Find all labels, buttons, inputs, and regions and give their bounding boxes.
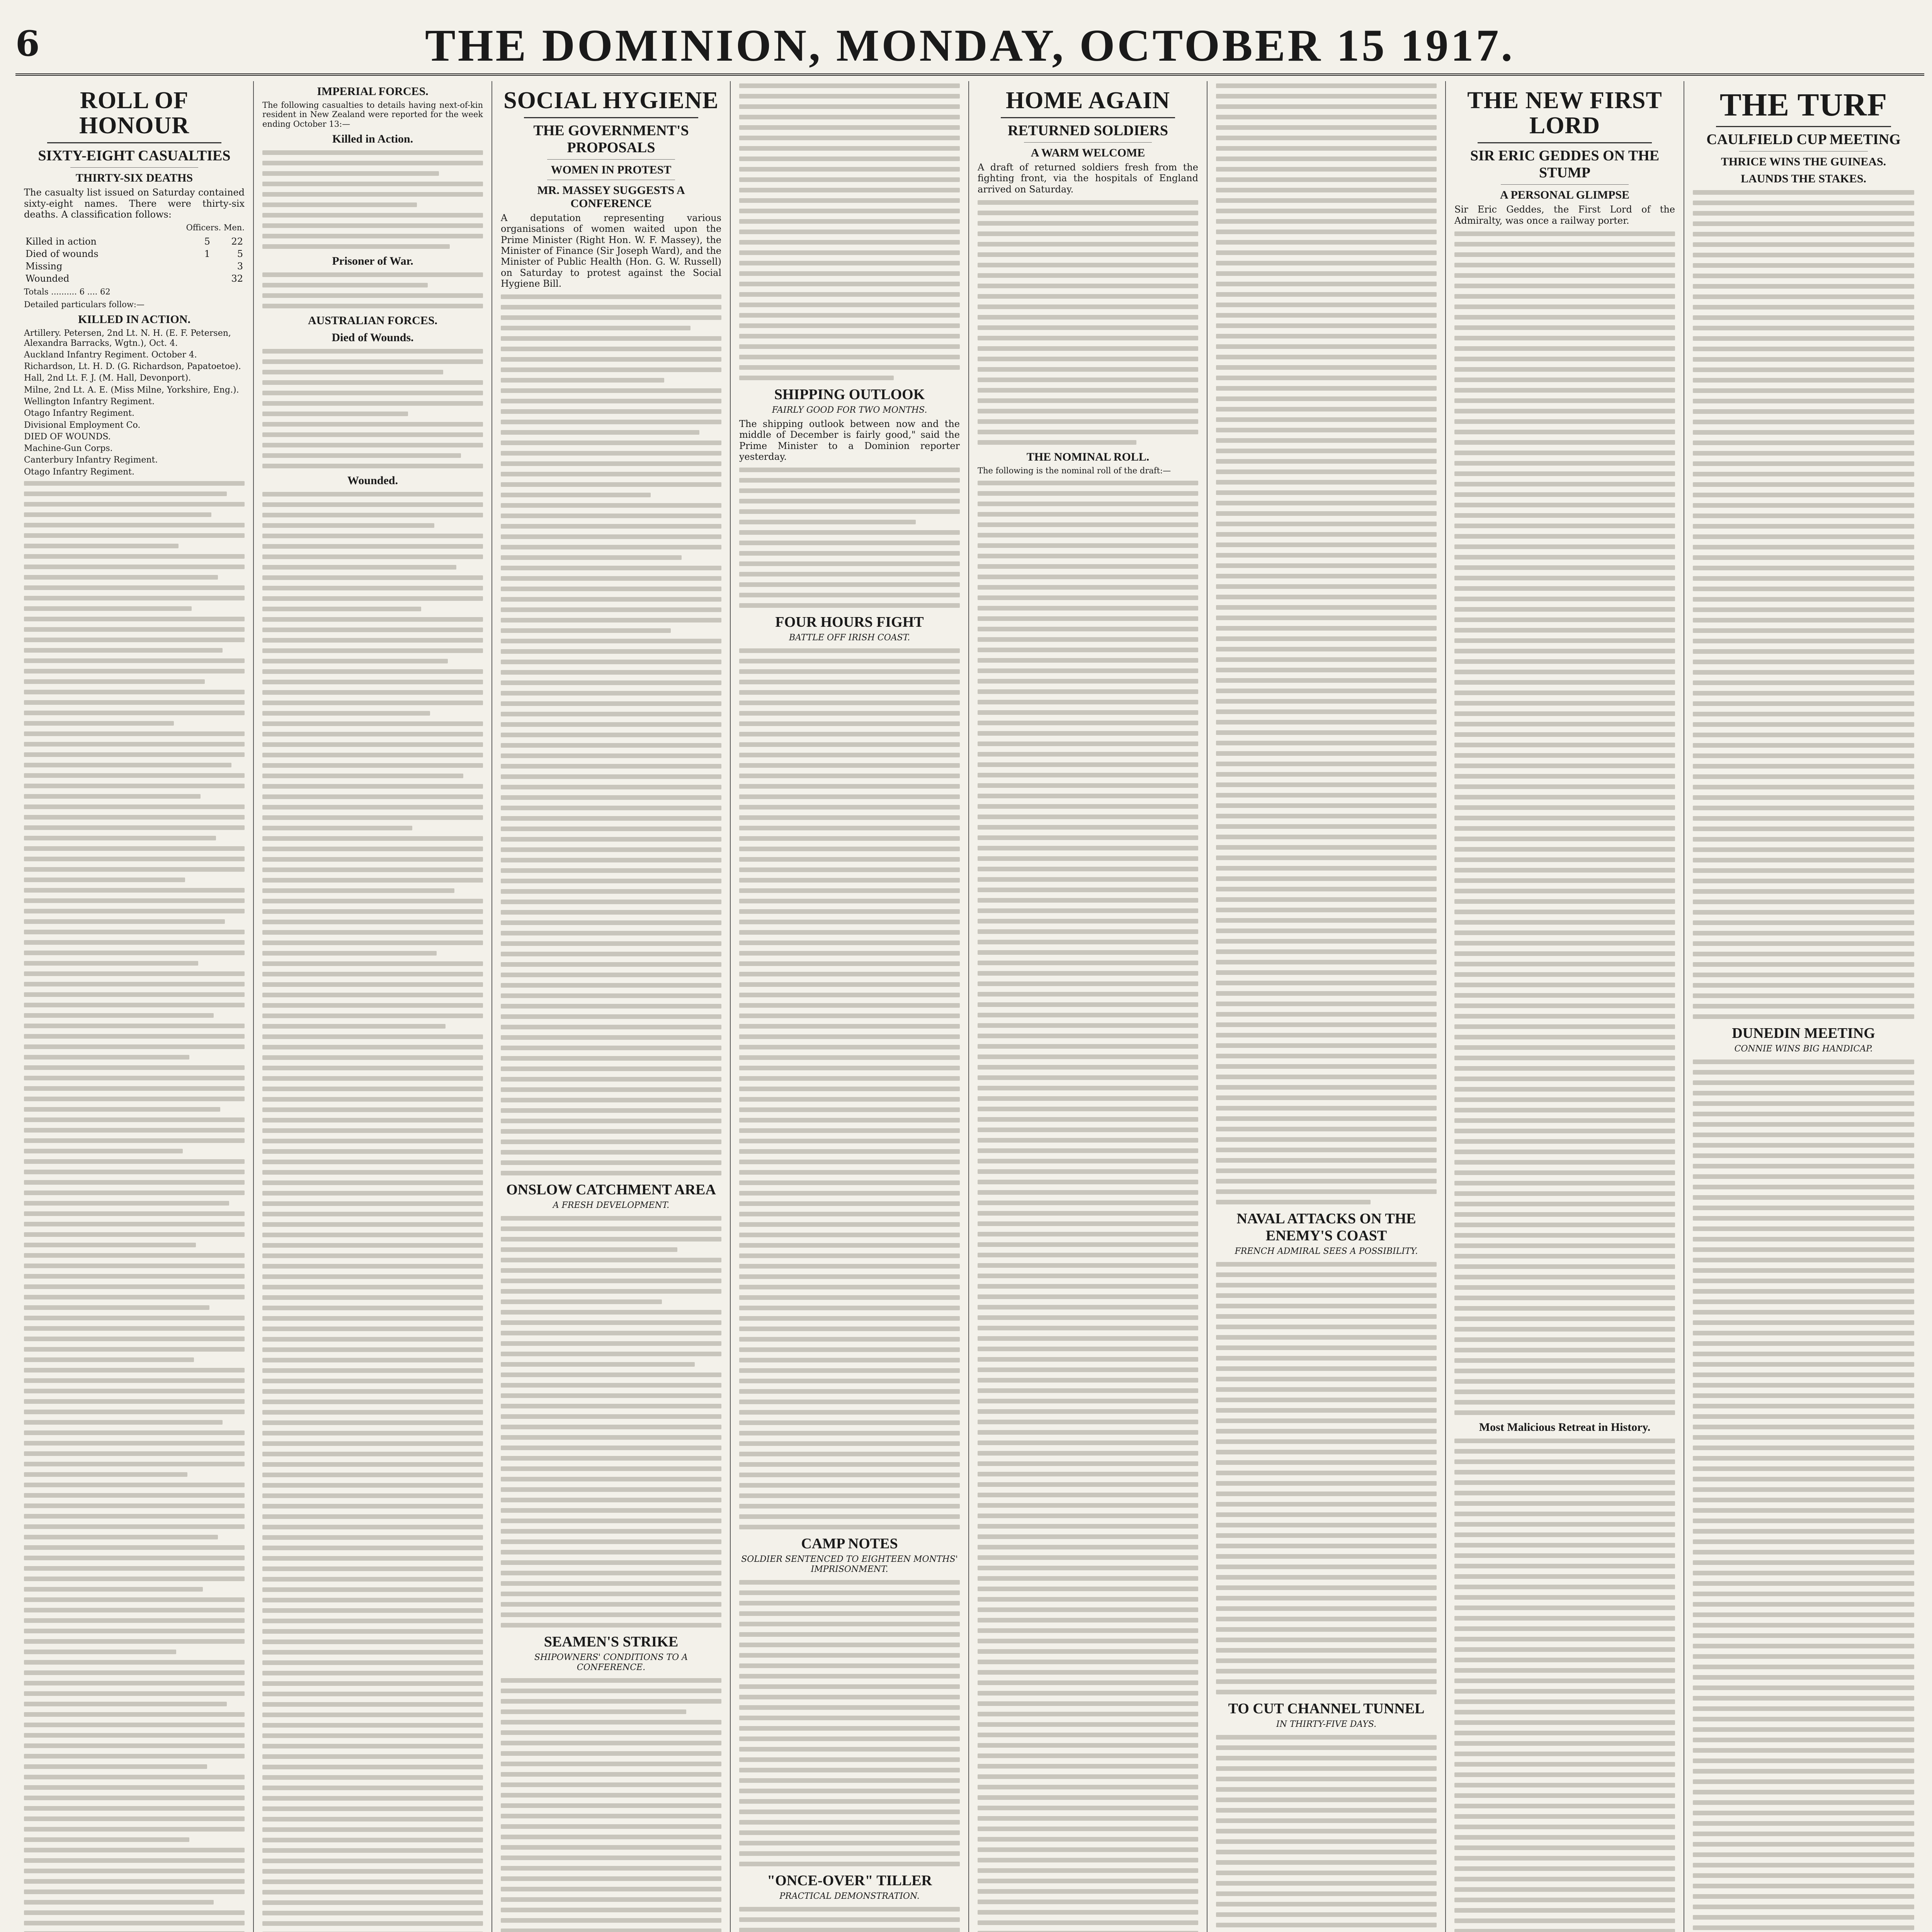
subhead-returned: RETURNED SOLDIERS	[1008, 122, 1168, 139]
list-item: Wellington Infantry Regiment.	[24, 396, 155, 406]
section-killed: KILLED IN ACTION.	[78, 313, 190, 326]
subhead-battle: BATTLE OFF IRISH COAST.	[789, 633, 910, 643]
masthead	[15, 15, 1924, 76]
list-item: Otago Infantry Regiment.	[24, 408, 134, 418]
newspaper-title: THE DOMINION, MONDAY, OCTOBER 15 1917.	[425, 20, 1515, 71]
body-text-placeholder	[1216, 81, 1437, 1204]
table-row: Died of wounds 1 5	[26, 248, 243, 260]
table-header: Officers. Men.	[186, 223, 245, 233]
subhead-naval: FRENCH ADMIRAL SEES A POSSIBILITY.	[1235, 1247, 1418, 1256]
subhead-deaths: THIRTY-SIX DEATHS	[75, 172, 193, 185]
section-wounded: Wounded.	[347, 474, 398, 487]
roll-intro: The following is the nominal roll of the draft:—	[978, 466, 1171, 476]
article-lede: A draft of returned soldiers fresh from the fighting front, via the hospitals of England arrived on Saturday.	[978, 162, 1198, 195]
body-text-placeholder	[24, 479, 245, 1932]
list-item: Auckland Infantry Regiment. October 4.	[24, 350, 197, 360]
column-roll-of-honour	[15, 81, 254, 1932]
column-shipping	[731, 81, 969, 1932]
list-item: Otago Infantry Regiment.	[24, 467, 134, 477]
imperial-intro: The following casualties to details having next-of-kin resident in New Zealand were reported for the week ending October 13:—	[262, 100, 483, 129]
subhead-caulfield: CAULFIELD CUP MEETING	[1706, 131, 1901, 148]
section-nominal-roll: THE NOMINAL ROLL.	[1026, 451, 1150, 464]
list-item: Milne, 2nd Lt. A. E. (Miss Milne, Yorkshire, Eng.).	[24, 385, 239, 395]
headline-roll-of-honour: ROLL OF HONOUR	[79, 87, 189, 139]
list-item: Artillery. Petersen, 2nd Lt. N. H. (E. F. Petersen, Alexandra Barracks, Wgtn.), Oct. 4.	[24, 328, 231, 348]
totals-line: Totals .......... 6 .... 62	[24, 287, 111, 297]
body-text-placeholder	[501, 292, 721, 1175]
column-turf	[1684, 81, 1923, 1932]
page-number: 6	[15, 23, 40, 64]
headline-naval: NAVAL ATTACKS ON THE ENEMY'S COAST	[1236, 1211, 1416, 1244]
column-naval	[1208, 81, 1446, 1932]
headline-home-again: HOME AGAIN	[1005, 87, 1170, 114]
body-text-placeholder	[739, 81, 960, 380]
headline-social-hygiene: SOCIAL HYGIENE	[503, 87, 719, 114]
casualty-table	[24, 235, 245, 285]
column-home-again	[969, 81, 1208, 1932]
subhead-tunnel: IN THIRTY-FIVE DAYS.	[1276, 1719, 1377, 1729]
subhead-welcome: A WARM WELCOME	[1031, 146, 1145, 160]
section-prisoner: Prisoner of War.	[332, 255, 413, 268]
subhead-shipping: FAIRLY GOOD FOR TWO MONTHS.	[772, 405, 927, 415]
list-item: Canterbury Infantry Regiment.	[24, 455, 158, 465]
headline-turf: THE TURF	[1719, 87, 1888, 123]
list-item: Richardson, Lt. H. D. (G. Richardson, Papatoetoe).	[24, 362, 241, 372]
headline-dunedin: DUNEDIN MEETING	[1732, 1025, 1875, 1042]
article-intro: The casualty list issued on Saturday contained sixty-eight names. There were thirty-six deaths. A classification follows:	[24, 187, 245, 220]
section-died: Died of Wounds.	[332, 331, 414, 344]
headline-onslow: ONSLOW CATCHMENT AREA	[506, 1182, 716, 1198]
list-item: DIED OF WOUNDS.	[24, 432, 111, 442]
body-text-placeholder	[262, 148, 483, 249]
section-imperial: IMPERIAL FORCES.	[317, 85, 429, 98]
column-social-hygiene	[492, 81, 731, 1932]
column-casualty-details	[254, 81, 492, 1932]
article-lede: A deputation representing various organisations of women waited upon the Prime Minister (Right Hon. W. F. Massey), the Minister of Finance (Sir Joseph Ward), and the Minister of Public Health (Hon. G. W. Russell) on Saturday to protest against the Social Hygiene Bill.	[501, 213, 721, 289]
headline-camp-notes: CAMP NOTES	[801, 1536, 898, 1552]
section-killed-in-action: Killed in Action.	[332, 133, 413, 146]
article-lede: Sir Eric Geddes, the First Lord of the Admiralty, was once a railway porter.	[1454, 204, 1675, 226]
headline-tiller: "ONCE-OVER" TILLER	[767, 1872, 932, 1889]
subhead-women: WOMEN IN PROTEST	[551, 163, 672, 177]
headline-seamen-strike: SEAMEN'S STRIKE	[544, 1634, 679, 1650]
subhead-proposals: THE GOVERNMENT'S PROPOSALS	[533, 122, 689, 156]
page-columns	[15, 81, 1924, 1932]
subhead-glimpse: A PERSONAL GLIMPSE	[1500, 189, 1630, 202]
list-item: Machine-Gun Corps.	[24, 444, 113, 454]
subhead-conference: MR. MASSEY SUGGESTS A CONFERENCE	[537, 184, 685, 210]
headline-shipping: SHIPPING OUTLOOK	[774, 386, 925, 403]
table-row: Killed in action 5 22	[26, 236, 243, 247]
section-australian: AUSTRALIAN FORCES.	[308, 314, 438, 327]
subhead-geddes: SIR ERIC GEDDES ON THE STUMP	[1470, 148, 1660, 181]
follow-line: Detailed particulars follow:—	[24, 299, 145, 309]
subhead-seamen: SHIPOWNERS' CONDITIONS TO A CONFERENCE.	[534, 1653, 688, 1673]
table-row: Wounded 32	[26, 273, 243, 284]
column-first-lord	[1446, 81, 1684, 1932]
subhead-connie: CONNIE WINS BIG HANDICAP.	[1734, 1044, 1873, 1054]
subhead-onslow: A FRESH DEVELOPMENT.	[553, 1201, 670, 1211]
subhead-camp: SOLDIER SENTENCED TO EIGHTEEN MONTHS' IMPRISONMENT.	[741, 1554, 958, 1575]
headline-first-lord: THE NEW FIRST LORD	[1467, 87, 1662, 139]
table-row: Missing 3	[26, 261, 243, 272]
subhead-casualties: SIXTY-EIGHT CASUALTIES	[38, 148, 231, 164]
headline-four-hours: FOUR HOURS FIGHT	[775, 614, 924, 631]
section-retreat: Most Malicious Retreat in History.	[1479, 1420, 1651, 1434]
list-item: Divisional Employment Co.	[24, 420, 141, 430]
subhead-launds: LAUNDS THE STAKES.	[1741, 172, 1866, 185]
subhead-tiller: PRACTICAL DEMONSTRATION.	[779, 1891, 920, 1901]
shipping-quote: The shipping outlook between now and the middle of December is fairly good," said the Prime Minister to a Dominion reporter yesterday.	[739, 418, 960, 462]
list-item: Hall, 2nd Lt. F. J. (M. Hall, Devonport).	[24, 373, 191, 383]
casualty-list	[24, 328, 245, 477]
headline-channel-tunnel: TO CUT CHANNEL TUNNEL	[1228, 1700, 1425, 1717]
subhead-guineas: THRICE WINS THE GUINEAS.	[1721, 155, 1886, 168]
